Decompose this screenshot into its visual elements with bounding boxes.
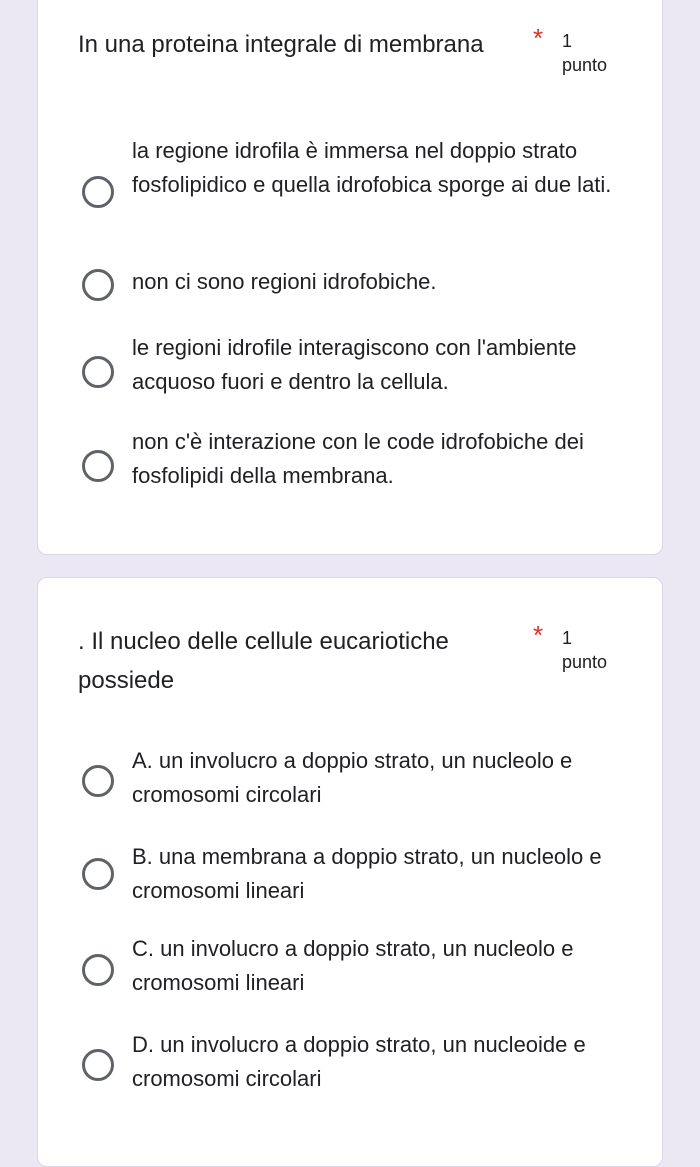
points-label: 1 punto	[562, 31, 608, 75]
question-card-1	[37, 0, 663, 555]
radio-button[interactable]	[82, 176, 114, 208]
question-card-2	[37, 577, 663, 1167]
required-asterisk: *	[533, 620, 544, 650]
option-radio-1[interactable]	[78, 134, 638, 234]
question-title: In una proteina integrale di membrana	[78, 31, 484, 58]
radio-button[interactable]	[82, 858, 114, 890]
radio-button[interactable]	[82, 269, 114, 301]
option-label: la regione idrofila è immersa nel doppio strato fosfolipidico e quella idrofobica sporge ai due lati.	[132, 138, 612, 197]
option-radio-a[interactable]	[78, 744, 638, 844]
option-label: D. un involucro a doppio strato, un nucleoide e cromosomi circolari	[132, 1032, 586, 1091]
radio-button[interactable]	[82, 1049, 114, 1081]
radio-button[interactable]	[82, 765, 114, 797]
option-label: non c'è interazione con le code idrofobiche dei fosfolipidi della membrana.	[132, 429, 584, 488]
option-label: A. un involucro a doppio strato, un nucleolo e cromosomi circolari	[132, 748, 573, 807]
option-radio-3[interactable]	[78, 331, 638, 431]
option-label: C. un involucro a doppio strato, un nucleolo e cromosomi lineari	[132, 936, 574, 995]
question-header-2	[78, 622, 622, 700]
option-radio-c[interactable]	[78, 932, 638, 1032]
option-radio-b[interactable]	[78, 840, 638, 940]
question-title: . Il nucleo delle cellule eucariotiche possiede	[78, 628, 449, 694]
radio-button[interactable]	[82, 356, 114, 388]
required-asterisk: *	[533, 23, 544, 53]
option-radio-d[interactable]	[78, 1028, 638, 1128]
radio-button[interactable]	[82, 954, 114, 986]
option-radio-4[interactable]	[78, 425, 638, 525]
radio-button[interactable]	[82, 450, 114, 482]
question-header-1	[78, 23, 622, 75]
option-label: non ci sono regioni idrofobiche.	[132, 269, 437, 294]
option-label: B. una membrana a doppio strato, un nucleolo e cromosomi lineari	[132, 844, 602, 903]
points-label: 1 punto	[562, 628, 608, 672]
option-label: le regioni idrofile interagiscono con l'ambiente acquoso fuori e dentro la cellula.	[132, 335, 577, 394]
